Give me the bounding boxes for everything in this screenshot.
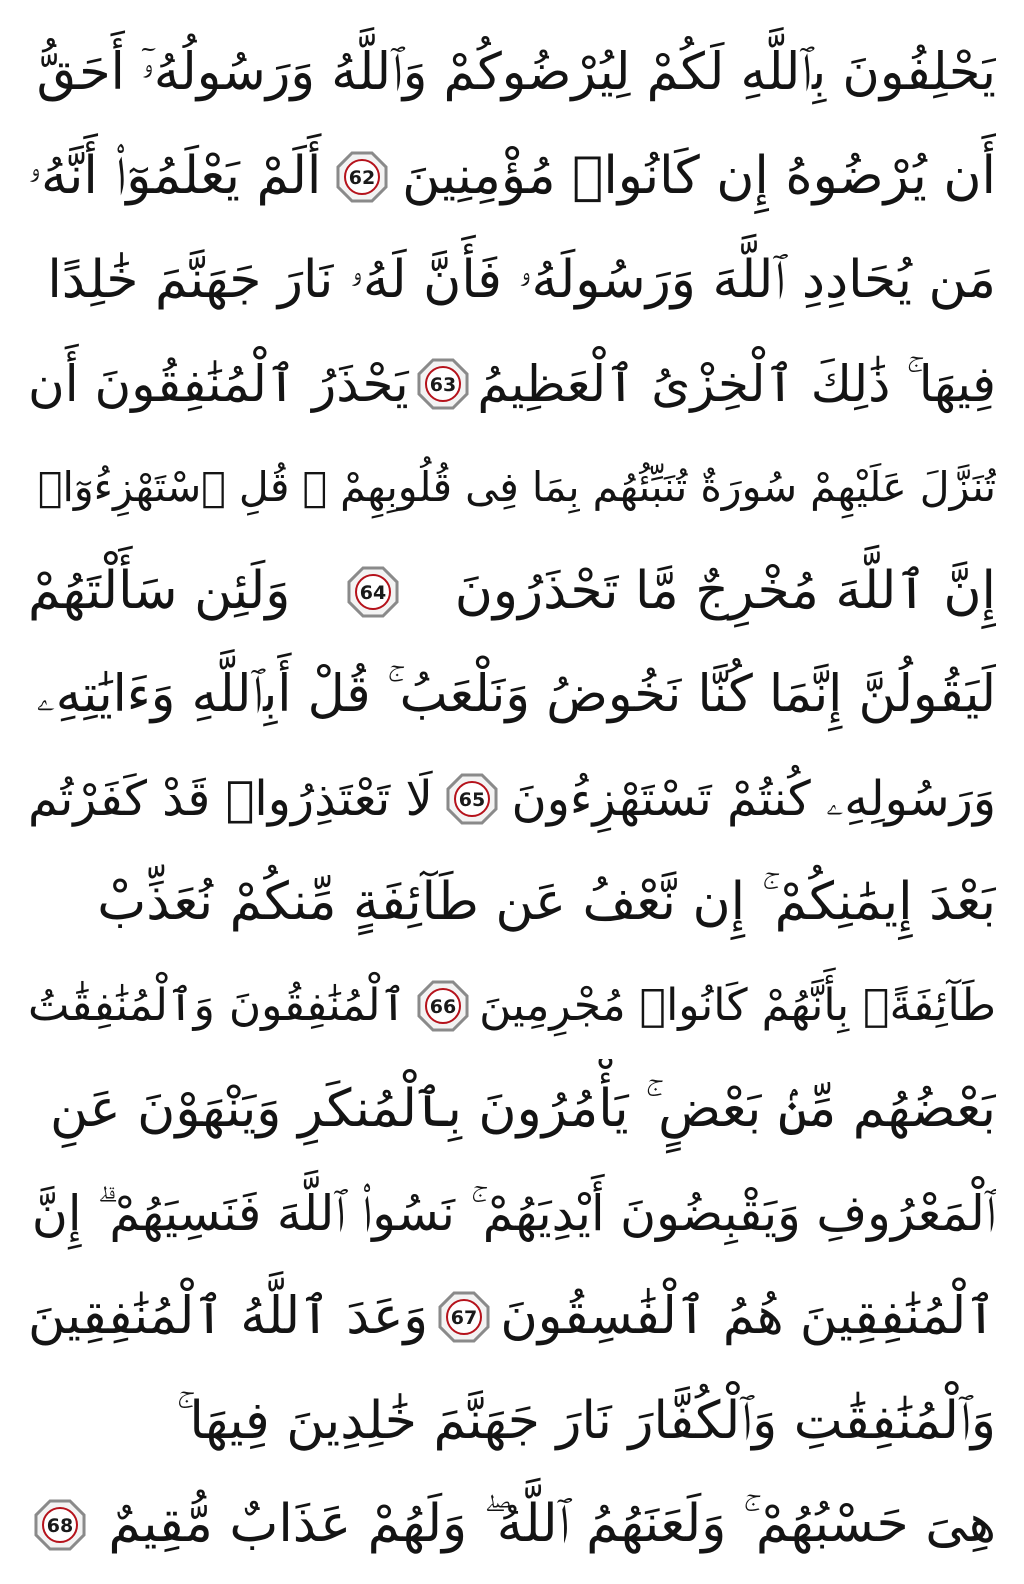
ayah-marker-icon <box>436 1289 492 1345</box>
verse-text: وَلَئِن سَأَلْتَهُمْ <box>28 560 291 621</box>
verse-text: بَعْضُهُم مِّنۢ بَعْضٍ ۚ يَأْمُرُونَ بِٱلْمُنكَرِ وَيَنْهَوْنَ عَنِ <box>49 1079 996 1140</box>
ayah-marker-icon <box>32 1497 88 1553</box>
text-line <box>28 229 996 331</box>
verse-text: إِنَّ ٱللَّهَ مُخْرِجٌ مَّا تَحْذَرُونَ <box>454 560 996 621</box>
ayah-marker-icon <box>415 356 471 412</box>
verse-text: وَعَدَ ٱللَّهُ ٱلْمُنَٰفِقِينَ <box>28 1287 429 1347</box>
verse-text: هِىَ حَسْبُهُمْ ۚ وَلَعَنَهُمُ ٱللَّهُ ۖ وَلَهُمْ عَذَابٌ مُّقِيمٌ <box>108 1494 996 1555</box>
text-line <box>28 126 996 228</box>
ayah-marker-icon <box>345 564 401 620</box>
text-lines <box>28 22 996 1576</box>
text-line <box>28 1163 996 1265</box>
ayah-number: 66 <box>429 996 456 1019</box>
verse-text: فِيهَا ۚ ذَٰلِكَ ٱلْخِزْىُ ٱلْعَظِيمُ <box>477 354 996 413</box>
verse-text: بَعْدَ إِيمَٰنِكُمْ ۚ إِن نَّعْفُ عَن طَآئِفَةٍ مِّنكُمْ نُعَذِّبْ <box>97 872 996 933</box>
verse-text: ٱلْمُنَٰفِقُونَ وَٱلْمُنَٰفِقَٰتُ <box>28 980 407 1032</box>
verse-text: لَيَقُولُنَّ إِنَّمَا كُنَّا نَخُوضُ وَنَلْعَبُ ۚ قُلْ أَبِٱللَّهِ وَءَايَٰتِهِۦ <box>36 665 996 725</box>
ayah-number: 65 <box>458 788 486 811</box>
ayah-marker-icon <box>415 978 471 1034</box>
text-line <box>28 852 996 954</box>
text-line <box>28 748 996 850</box>
ayah-number-marker <box>32 1497 88 1553</box>
verse-text: مَن يُحَادِدِ ٱللَّهَ وَرَسُولَهُۥ فَأَنَّ لَهُۥ نَارَ جَهَنَّمَ خَٰلِدًا <box>47 249 996 310</box>
text-line <box>28 541 996 643</box>
verse-text: يَحْذَرُ ٱلْمُنَٰفِقُونَ أَن <box>28 354 409 413</box>
verse-text: ٱلْمُنَٰفِقِينَ هُمُ ٱلْفَٰسِقُونَ <box>500 1287 996 1347</box>
text-line <box>28 1266 996 1368</box>
ayah-number-marker <box>345 564 401 620</box>
ayah-number-marker <box>334 149 390 205</box>
verse-text: أَن يُرْضُوهُ إِن كَانُوا۟ مُؤْمِنِينَ <box>402 146 996 207</box>
text-line <box>28 333 996 435</box>
ayah-number-marker <box>415 356 471 412</box>
verse-text: أَلَمْ يَعْلَمُوٓا۟ أَنَّهُۥ <box>28 146 322 207</box>
text-line <box>28 644 996 746</box>
verse-text: لَا تَعْتَذِرُوا۟ قَدْ كَفَرْتُم <box>28 770 433 827</box>
ayah-marker-icon <box>444 771 500 827</box>
verse-text: يَحْلِفُونَ بِٱللَّهِ لَكُمْ لِيُرْضُوكُمْ وَٱللَّهُ وَرَسُولُهُۥٓ أَحَقُّ <box>36 42 996 102</box>
ayah-number: 64 <box>359 581 386 604</box>
verse-text: ٱلْمَعْرُوفِ وَيَقْبِضُونَ أَيْدِيَهُمْ ۚ نَسُوا۟ ٱللَّهَ فَنَسِيَهُمْ ۗ إِنَّ <box>31 1184 996 1242</box>
verse-text: طَآئِفَةًۢ بِأَنَّهُمْ كَانُوا۟ مُجْرِمِينَ <box>479 980 996 1032</box>
text-line <box>28 1474 996 1576</box>
verse-text: تُنَزَّلَ عَلَيْهِمْ سُورَةٌ تُنَبِّئُهُم بِمَا فِى قُلُوبِهِمْ ۚ قُلِ ٱسْتَهْزِءُوٓا۟ <box>37 463 996 512</box>
ayah-number: 62 <box>348 166 375 189</box>
ayah-number-marker <box>444 771 500 827</box>
ayah-number: 63 <box>429 374 457 397</box>
text-line <box>28 955 996 1057</box>
ayah-number-marker <box>436 1289 492 1345</box>
ayah-number-marker <box>415 978 471 1034</box>
text-line <box>28 22 996 124</box>
ayah-marker-icon <box>334 149 390 205</box>
verse-text: وَٱلْمُنَٰفِقَٰتِ وَٱلْكُفَّارَ نَارَ جَهَنَّمَ خَٰلِدِينَ فِيهَا ۚ <box>176 1390 996 1451</box>
text-line <box>28 1059 996 1161</box>
ayah-number: 68 <box>46 1514 74 1537</box>
ayah-number: 67 <box>450 1307 478 1330</box>
text-line <box>28 437 996 539</box>
verse-text: وَرَسُولِهِۦ كُنتُمْ تَسْتَهْزِءُونَ <box>511 770 996 827</box>
text-line <box>28 1370 996 1472</box>
